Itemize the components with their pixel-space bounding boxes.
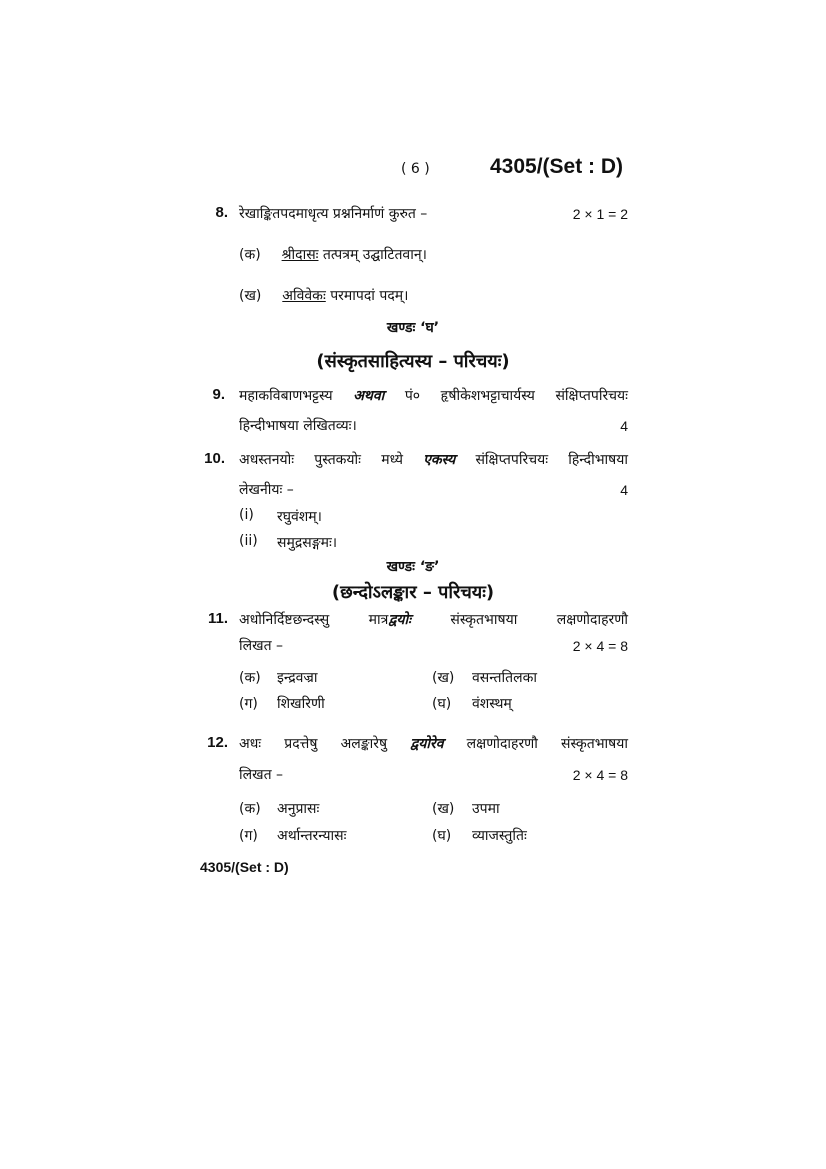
question-12-option-label: (क) [239, 801, 261, 817]
section-nga-title: खण्डः ‘ङ’ [386, 559, 440, 575]
question-12-option-text: व्याजस्तुतिः [472, 828, 527, 844]
underlined-word: अविवेकः [282, 288, 326, 304]
q12-emphasis: द्वयोरेव [410, 736, 444, 752]
question-8-number: 8. [215, 204, 228, 221]
question-12-marks: 2 × 4 = 8 [572, 767, 628, 783]
question-11-number: 11. [207, 610, 228, 627]
question-12-option-text: अनुप्रासः [277, 801, 320, 817]
paper-code-footer: 4305/(Set : D) [200, 859, 289, 875]
question-10-item-label: (ii) [239, 533, 258, 549]
paper-code-header: 4305/(Set : D) [490, 155, 624, 178]
q12-text-c: लक्षणोदाहरणौ संस्कृतभाषया [466, 736, 628, 752]
question-9-number: 9. [212, 386, 225, 403]
question-8-marks: 2 × 1 = 2 [572, 206, 628, 222]
question-10-item-text: समुद्रसङ्गमः। [277, 535, 338, 551]
option-label: (ख) [239, 288, 262, 304]
question-12-option-text: उपमा [472, 801, 500, 817]
question-11-option-text: शिखरिणी [277, 696, 325, 712]
option-rest: तत्पत्रम् उद्घाटितवान्। [318, 247, 427, 263]
question-10-marks: 4 [620, 482, 628, 498]
option-label: (क) [239, 247, 261, 263]
question-11-option-text: वंशस्थम् [472, 696, 512, 712]
question-10-item-text: रघुवंशम्। [277, 509, 322, 525]
q10-emphasis: एकस्य [423, 452, 456, 468]
q9-emphasis: अथवा [353, 388, 385, 404]
q11-text-a: अधोनिर्दिष्टछन्दस्सु मात्र [239, 612, 389, 628]
option-rest: परमापदां पदम्। [325, 288, 409, 304]
question-11-option-text: वसन्ततिलका [472, 670, 538, 686]
question-11-line-2: लिखत – [239, 638, 284, 654]
q9-text-a: महाकविबाणभट्टस्य [239, 388, 333, 404]
question-10-line-1 [239, 450, 628, 469]
section-gha-subtitle: (संस्कृतसाहित्यस्य – परिचयः) [316, 351, 510, 372]
underlined-word: श्रीदासः [281, 247, 319, 263]
section-nga-subtitle: (छन्दोऽलङ्कार – परिचयः) [331, 582, 495, 603]
question-10-line-2: लेखनीयः – [239, 482, 294, 498]
question-11-option-label: (घ) [432, 696, 452, 712]
question-8-option-ka [239, 245, 427, 264]
q9-text-c: पं० हृषीकेशभट्टाचार्यस्य संक्षिप्तपरिचयः [404, 388, 629, 404]
q11-emphasis: द्वयोः [388, 612, 411, 628]
question-12-line-1 [239, 734, 628, 753]
question-9-line-1 [239, 386, 628, 405]
question-11-option-label: (ग) [239, 696, 258, 712]
q11-text-c: संस्कृतभाषया लक्षणोदाहरणौ [450, 612, 628, 628]
question-11-marks: 2 × 4 = 8 [572, 638, 628, 654]
question-12-option-label: (ग) [239, 828, 258, 844]
question-12-line-2: लिखत – [239, 767, 284, 783]
question-11-option-label: (ख) [432, 670, 455, 686]
question-11-option-text: इन्द्रवज्रा [277, 670, 318, 686]
section-gha-title: खण्डः ‘घ’ [386, 320, 440, 336]
q10-text-c: संक्षिप्तपरिचयः हिन्दीभाषया [475, 452, 628, 468]
question-11-option-label: (क) [239, 670, 261, 686]
q12-text-a: अधः प्रदत्तेषु अलङ्कारेषु [239, 736, 388, 752]
question-8-text: रेखाङ्कितपदमाधृत्य प्रश्ननिर्माणं कुरुत – [239, 206, 428, 222]
question-10-item-label: (i) [239, 507, 254, 523]
question-8-option-kha [239, 286, 408, 305]
question-12-option-label: (ख) [432, 801, 455, 817]
question-9-line-2: हिन्दीभाषया लेखितव्यः। [239, 418, 357, 434]
question-12-number: 12. [207, 734, 228, 751]
page-number: ( 6 ) [401, 161, 430, 177]
question-9-marks: 4 [620, 418, 628, 434]
q10-text-a: अधस्तनयोः पुस्तकयोः मध्ये [239, 452, 403, 468]
question-12-option-text: अर्थान्तरन्यासः [277, 828, 347, 844]
question-12-option-label: (घ) [432, 828, 452, 844]
question-11-line-1 [239, 610, 628, 629]
question-10-number: 10. [204, 450, 225, 467]
